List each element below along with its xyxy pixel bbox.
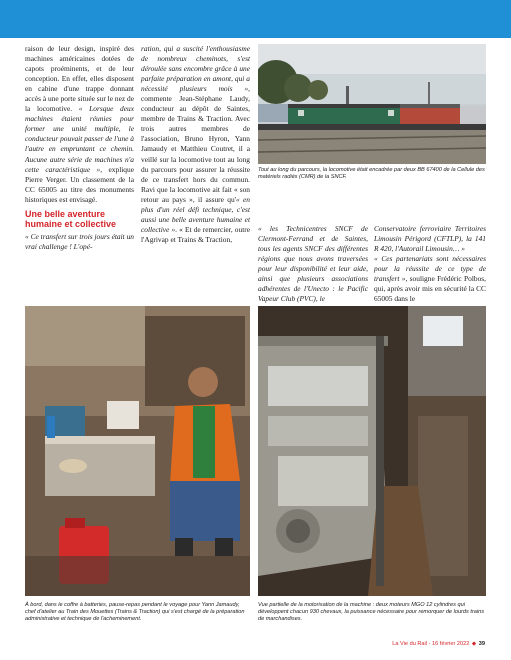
quote-text: « Lorsque deux machines étaient réunies pour former une unité multiple, le conducteur pouvait passer de l'une à l'autre en empruntant ce chemin. Aucune autre série de machines n'a cette caractéristique »: [25, 104, 134, 174]
quote-text: « Ce transfert sur trois jours était un vrai challenge ! L'opé-: [25, 231, 134, 251]
article-column-1: [25, 44, 134, 252]
paragraph-text: , explique Pierre Verger. Un classement de la CC 65005 au titre des monuments historiques est envisagé.: [25, 164, 134, 204]
meal-break-photo: [25, 306, 250, 596]
photo-caption-top: Tout au long du parcours, la locomotive était encadrée par deux BB 67400 de la Cellule des matériels radiés (CMR) de la SNCF.: [258, 167, 485, 181]
paragraph-text: , commente Jean-Stéphane Laudy, conducteur au dépôt de Saintes, membre de Trains & Traction. Avec trois autres membres de l'association, Bruno Hyron, Yann Jamaudy et Matthieu Coutret, il a veillé sur la locomotive tout au long du parcours pour assurer la réussite de ce transfert hors du commun. Ravi que la locomotive ait fait « son retour au pays », il assure qu': [141, 84, 250, 204]
quote-text: Conservatoire ferroviaire Territoires Limousin Périgord (CFTLP), la 141 R 420, l'Autorail Limousin… »: [374, 224, 486, 254]
engine-photo: [258, 306, 486, 596]
locomotive-photo: [258, 44, 486, 164]
diamond-icon: ◆: [471, 641, 477, 647]
quote-text: « Ces partenariats sont nécessaires pour la réussite de ce type de transfert »: [374, 254, 486, 284]
footer-separator: -: [428, 641, 432, 647]
paragraph-text: , souligne Frédéric Polbos, qui, après avoir mis en sécurité la CC 65005 dans le: [374, 274, 486, 304]
photo-caption-bottom-right: Vue partielle de la motorisation de la machine : deux moteurs MGO 12 cylindres qui développent chacun 930 chevaux, la puissance nécessaire pour remorquer de lourds trains de marchandises.: [258, 602, 485, 623]
page-number: 39: [478, 641, 485, 647]
article-column-3: [258, 224, 368, 304]
photo-caption-bottom-left: À bord, dans le coffre à batteries, pause-repas pendant le voyage pour Yann Jamaudy, chef d'atelier au Train des Mouettes (Trains & Traction) qui s'est chargé de la préparation administrative et technique de l'acheminement.: [25, 602, 245, 623]
page-footer: [392, 641, 485, 647]
article-column-2: [141, 44, 250, 245]
article-column-4: [374, 224, 486, 304]
paragraph-text: raison de leur design, inspiré des machines américaines dotées de capots proéminents, et de leur conception. En effet, elles disposent en cabine d'une trappe donnant accès à une porte située sur le nez de la locomotive.: [25, 44, 134, 114]
quote-text: ration, qui a suscité l'enthousiasme de nombreux cheminots, s'est déroulée sans encombre grâce à une parfaite préparation en amont, qui a nécessité plusieurs mois »: [141, 44, 250, 94]
paragraph-text: . « Et de remercier, outre l'Agrivap et Trains & Traction,: [141, 224, 250, 244]
quote-text: « en plus d'un réel défi technique, c'est aussi une belle aventure humaine et collective »: [141, 194, 250, 234]
publication-name: La Vie du Rail: [392, 641, 428, 647]
quote-text: « les Technicentres SNCF de Clermont-Ferrand et de Saintes, tous les agents SNCF des différentes régions que nous avons traversées pour leur disponibilité et leur aide, ainsi que plusieurs associations adhérentes de l'Unecto : le Pacific Vapeur Club (PVC), le: [258, 224, 368, 304]
meal-break-illustration: [25, 306, 250, 596]
section-heading: Une belle aventure humaine et collective: [25, 208, 117, 230]
engine-illustration: [258, 306, 486, 596]
locomotive-illustration: [258, 44, 486, 164]
top-color-band: [0, 0, 511, 38]
issue-date: 16 février 2022: [432, 641, 470, 647]
